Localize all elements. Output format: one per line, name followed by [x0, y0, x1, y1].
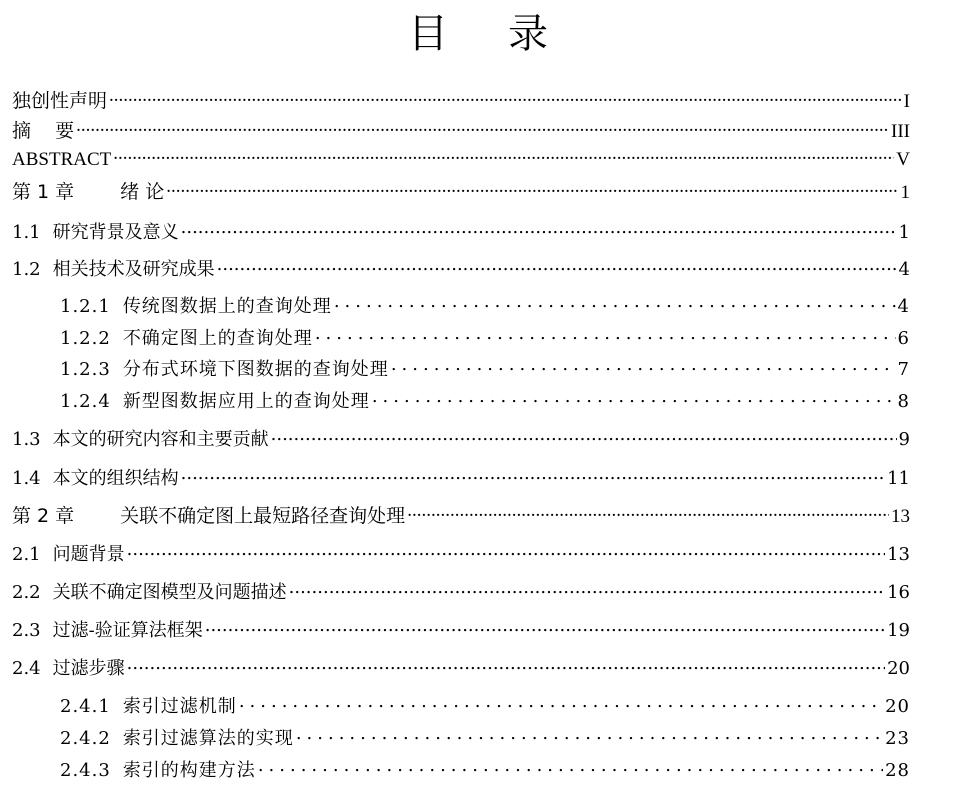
toc-entry-number: 2.4.3 — [60, 760, 111, 781]
toc-entry-label: 传统图数据上的查询处理 — [122, 296, 332, 317]
toc-entry-page: 1 — [898, 222, 910, 243]
toc-subsection-entry[interactable] — [60, 756, 910, 786]
toc-entry-label: 研究背景及意义 — [52, 222, 179, 243]
toc-entry-page: 20 — [887, 658, 910, 679]
toc-entry-label: 关联不确定图上最短路径查询处理 — [120, 505, 406, 527]
toc-section-entry[interactable] — [12, 578, 910, 608]
toc-entry-number: 第 2 章 — [12, 505, 75, 527]
toc-subsection-entry[interactable] — [60, 355, 910, 385]
toc-entry-number: 2.4.2 — [60, 728, 111, 749]
toc-entry-label: 绪 论 — [120, 181, 165, 203]
toc-entry-page: 6 — [897, 328, 910, 349]
toc-entry-number: 第 1 章 — [12, 181, 75, 203]
dot-leader — [271, 427, 897, 445]
toc-entry-number: 1.2.2 — [60, 328, 111, 349]
toc-entry-number: 1.2.3 — [60, 359, 111, 380]
toc-entry-page: 28 — [885, 760, 910, 781]
dot-leader — [239, 694, 883, 712]
toc-entry[interactable] — [12, 146, 910, 176]
dot-leader — [258, 758, 883, 776]
dot-leader — [127, 542, 885, 560]
toc-entry-label: 问题背景 — [52, 544, 125, 565]
dot-leader — [166, 179, 898, 198]
toc-entry-label: 独创性声明 — [12, 90, 108, 112]
dot-leader — [181, 220, 897, 238]
dot-leader — [127, 656, 885, 674]
toc-entry-number: 1.2.1 — [60, 296, 111, 317]
toc-section-entry[interactable] — [12, 464, 910, 494]
toc-entry-page: III — [891, 121, 910, 142]
toc-entry-label: 不确定图上的查询处理 — [122, 328, 313, 349]
toc-entry-label: 本文的研究内容和主要贡献 — [52, 429, 269, 450]
toc-entry-label: 摘 要 — [12, 120, 75, 142]
toc-section-entry[interactable] — [12, 654, 910, 684]
dot-leader — [334, 294, 896, 312]
toc-entry-page: 8 — [897, 391, 910, 412]
toc-entry-label: 关联不确定图模型及问题描述 — [52, 582, 287, 603]
toc-entry-number: 2.4 — [12, 658, 41, 679]
toc-entry-label: 相关技术及研究成果 — [52, 259, 215, 280]
toc-section-entry[interactable] — [12, 255, 910, 285]
toc-entry-label: 索引的构建方法 — [122, 760, 256, 781]
toc-entry-page: 19 — [887, 620, 910, 641]
dot-leader — [109, 88, 902, 107]
dot-leader — [113, 146, 894, 165]
toc-subsection-entry[interactable] — [60, 324, 910, 354]
toc-chapter-entry[interactable] — [12, 177, 910, 207]
toc-entry-number: 2.1 — [12, 544, 41, 565]
toc-entry-page: 4 — [898, 259, 910, 280]
toc-entry-page: 16 — [887, 582, 910, 603]
toc-entry-page: 4 — [897, 296, 910, 317]
toc-entry-label: 本文的组织结构 — [52, 468, 179, 489]
toc-entry-page: 23 — [885, 728, 910, 749]
toc-subsection-entry[interactable] — [60, 692, 910, 722]
toc-entry-page: 9 — [898, 429, 910, 450]
toc-entry[interactable] — [12, 86, 910, 116]
toc-entry-page: I — [903, 91, 910, 112]
toc-section-entry[interactable] — [12, 218, 910, 248]
toc-entry-label: 过滤-验证算法框架 — [52, 620, 203, 641]
toc-entry-page: V — [896, 149, 910, 170]
toc-entry-label: 过滤步骤 — [52, 658, 125, 679]
toc-entry-label: 分布式环境下图数据的查询处理 — [122, 359, 389, 380]
dot-leader — [372, 389, 896, 407]
toc-entry-number: 1.1 — [12, 222, 41, 243]
toc-entry-number: 2.3 — [12, 620, 41, 641]
toc-entry-label: 索引过滤机制 — [122, 696, 237, 717]
toc-entry-number: 1.2 — [12, 259, 41, 280]
toc-entry-page: 20 — [885, 696, 910, 717]
dot-leader — [391, 357, 896, 375]
toc-section-entry[interactable] — [12, 425, 910, 455]
toc-subsection-entry[interactable] — [60, 387, 910, 417]
dot-leader — [217, 257, 897, 275]
toc-title: 目录 — [408, 11, 608, 57]
toc-entry-number: 2.2 — [12, 582, 41, 603]
toc-chapter-entry[interactable] — [12, 501, 910, 531]
toc-entry-number: 1.3 — [12, 429, 41, 450]
toc-entry-number: 2.4.1 — [60, 696, 111, 717]
dot-leader — [407, 503, 889, 522]
dot-leader — [289, 580, 885, 598]
toc-entry-label: 索引过滤算法的实现 — [122, 728, 294, 749]
toc-entry-page: 1 — [900, 182, 910, 203]
toc-entry-page: 13 — [891, 506, 910, 527]
toc-entry-number: 1.4 — [12, 468, 41, 489]
toc-subsection-entry[interactable] — [60, 292, 910, 322]
toc-entry-page: 11 — [887, 468, 910, 489]
toc-entry-label: 新型图数据应用上的查询处理 — [122, 391, 370, 412]
toc-subsection-entry[interactable] — [60, 724, 910, 754]
toc-section-entry[interactable] — [12, 616, 910, 646]
toc-entry[interactable] — [12, 116, 910, 146]
dot-leader — [181, 466, 885, 484]
dot-leader — [296, 726, 883, 744]
toc-entry-label: ABSTRACT — [12, 149, 112, 170]
toc-section-entry[interactable] — [12, 540, 910, 570]
toc-entry-page: 7 — [897, 359, 910, 380]
toc-entry-number: 1.2.4 — [60, 391, 111, 412]
dot-leader — [205, 618, 885, 636]
toc-entry-page: 13 — [887, 544, 910, 565]
dot-leader — [315, 326, 896, 344]
dot-leader — [76, 118, 889, 137]
